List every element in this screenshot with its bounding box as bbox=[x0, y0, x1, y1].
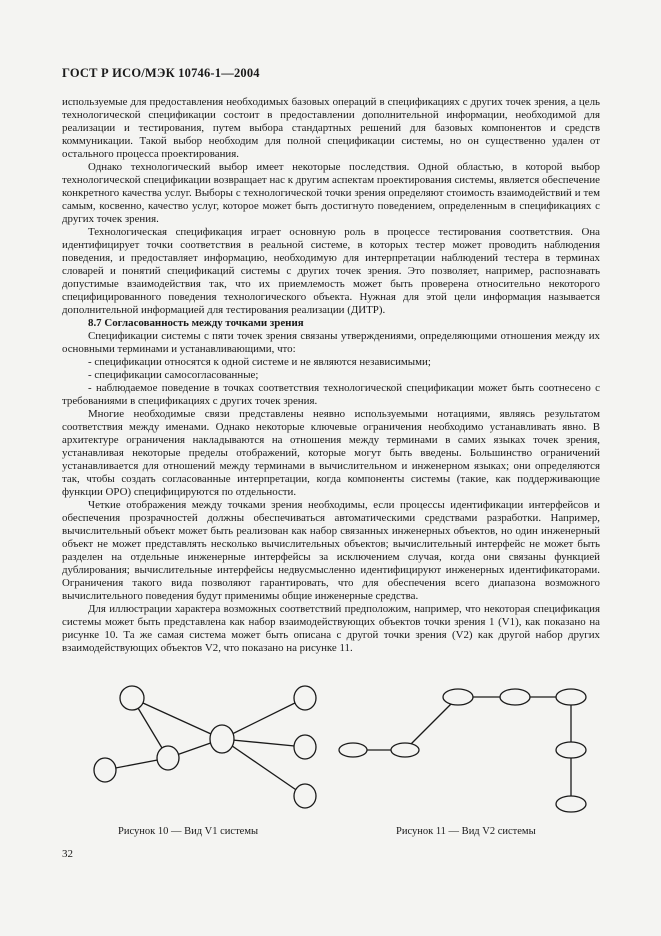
paragraph: Спецификации системы с пяти точек зрения связаны утверждениями, определяющими отношения между их основными терминами и устанавливающими, что: bbox=[62, 330, 600, 355]
figure-11-diagram bbox=[335, 680, 605, 825]
v1-object-node bbox=[294, 686, 316, 710]
paragraph: используемые для предоставления необходимых базовых операций в спецификациях с других точек зрения, а цель технологической спецификации состоит в предоставлении дополнительной информации, необходимой для реализации и тестирования, путем выбора стандартных решений для базовых компонентов и средств коммуникации. Такой выбор необходим для полной спецификации системы, но он существенно удален от остального процесса проектирования. bbox=[62, 96, 600, 160]
paragraph: Однако технологический выбор имеет некоторые последствия. Одной областью, в которой выбор технологической спецификации возвращает нас к другим аспектам проектирования системы, является обеспечение конкретного качества услуг. Выборы с технологической точки зрения определяют стоимость взаимодействий и тем самым, косвенно, качество услуг, которое может быть достигнуто поведением, определенным в спецификациях с других точек зрения. bbox=[62, 161, 600, 225]
v1-object-node bbox=[157, 746, 179, 770]
v2-object-node bbox=[443, 689, 473, 705]
v1-object-node bbox=[210, 725, 234, 753]
page-number: 32 bbox=[62, 848, 73, 860]
v1-object-node bbox=[294, 735, 316, 759]
v2-object-node bbox=[391, 743, 419, 757]
paragraph: Технологическая спецификация играет основную роль в процессе тестирования соответствия. Она идентифицирует точки соответствия в реальной системе, в которых тестер может проводить наблюдения поведения, и предоставляет информацию, необходимую для интерпретации наблюдений тестера в терминах словарей и понятий спецификаций системы с других точек зрения. Это позволяет, например, распознавать допустимые взаимодействия так, что их приемлемость может быть проверена относительно некоторого специфицированного поведения технологического объекта. Нужная для этой цели информация называется дополнительной информацией для тестирования реализации (ДИТР). bbox=[62, 226, 600, 316]
v2-object-node bbox=[339, 743, 367, 757]
v1-object-node bbox=[294, 784, 316, 808]
list-item: - наблюдаемое поведение в точках соответствия технологической спецификации может быть соотнесено с требованиями в спецификациях с других точек зрения. bbox=[62, 382, 600, 407]
figure-10-caption: Рисунок 10 — Вид V1 системы bbox=[118, 826, 259, 837]
v2-object-node bbox=[556, 742, 586, 758]
v2-object-node bbox=[556, 689, 586, 705]
list-item: - спецификации самосогласованные; bbox=[88, 369, 259, 381]
paragraph: Многие необходимые связи представлены неявно используемыми нотациями, являясь результатом соответствия между именами. Однако некоторые ключевые ограничения необходимо устанавливать явно. В архитектуре ограничения накладываются на отношения между терминами в самих языках точек зрения, устанавливая некоторые пределы отображений, которые могут быть введены. Большинство ограничений устанавливается для отношений между терминами в вычислительном и инженерном языках; они определяются так, чтобы создать согласованные интерпретации, когда компоненты системы (такие, как поддерживающие функции ОРО) специфицируются по отдельности. bbox=[62, 408, 600, 498]
list-item: - спецификации относятся к одной системе и не являются независимыми; bbox=[88, 356, 431, 368]
paragraph: Для иллюстрации характера возможных соответствий предположим, например, что некоторая спецификация системы может быть представлена как набор взаимодействующих объектов точки зрения 1 (V1), как показано на рисунке 10. Та же самая система может быть описана с другой точки зрения (V2) как другой набор других взаимодействующих объектов V2, что показано на рисунке 11. bbox=[62, 603, 600, 654]
v2-object-node bbox=[500, 689, 530, 705]
body-text bbox=[62, 96, 600, 655]
paragraph: Четкие отображения между точками зрения необходимы, если процессы идентификации интерфейсов и обеспечения прозрачностей должны обеспечиваться автоматическими средствами разработки. Например, вычислительный объект может быть реализован как набор связанных инженерных объектов, но один инженерный объект не может представлять несколько вычислительных объектов; вычислительный интерфейс не может быть разделен на отдельные инженерные интерфейсы за исключением случая, когда они связаны функцией дублирования; вычислительные интерфейсы недвусмысленно идентифицируют инженерных идентификаторами. Ограничения такого вида позволяют гарантировать, что для обеспечения всего диапазона возможного вычислительного поведения будут применимы общие инженерные средства. bbox=[62, 499, 600, 602]
v2-object-node bbox=[556, 796, 586, 812]
page-header-standard-id: ГОСТ Р ИСО/МЭК 10746-1—2004 bbox=[62, 66, 260, 80]
figure-11-caption: Рисунок 11 — Вид V2 системы bbox=[396, 826, 536, 837]
section-title: 8.7 Согласованность между точками зрения bbox=[88, 317, 304, 329]
v1-object-node bbox=[94, 758, 116, 782]
v1-object-node bbox=[120, 686, 144, 710]
figure-10-diagram bbox=[90, 680, 340, 820]
